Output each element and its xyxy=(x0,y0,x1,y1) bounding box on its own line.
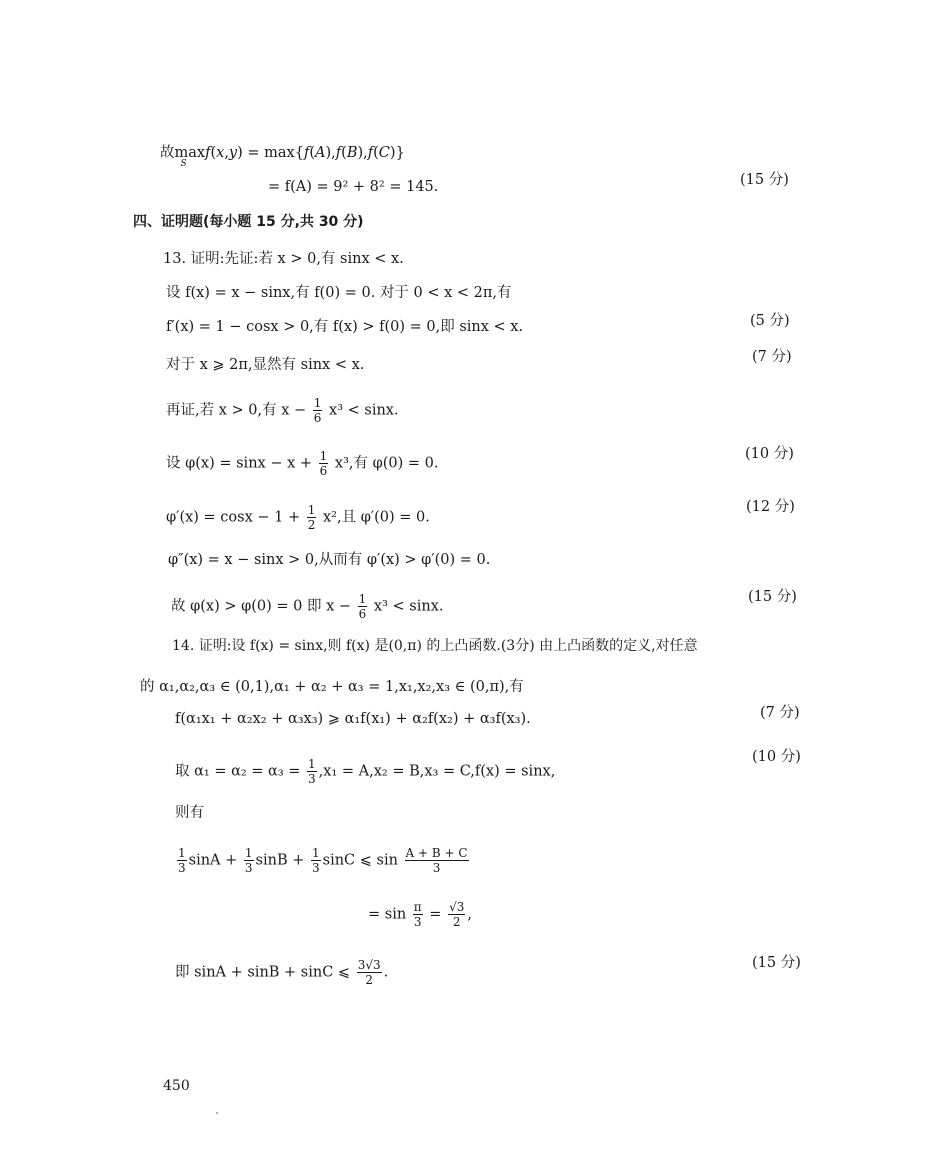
q13-line-4: 对于 x ⩾ 2π,显然有 sinx < x. xyxy=(166,357,365,373)
max-operator xyxy=(174,145,206,169)
max-subscript: S xyxy=(180,159,187,169)
frac-num: A + B + C xyxy=(405,846,468,860)
score-15-b: (15 分) xyxy=(748,589,797,605)
section-title: 四、证明题(每小题 15 分,共 30 分) xyxy=(133,214,364,230)
q14-line-3: f(α₁x₁ + α₂x₂ + α₃x₃) ⩾ α₁f(x₁) + α₂f(x₂) + α₃f(x₃). xyxy=(175,711,531,727)
fraction-pi-3 xyxy=(413,900,423,929)
frac-num: 1 xyxy=(319,449,328,463)
q14-line-7-a: = sin xyxy=(368,906,407,923)
max-formula-line: 故max S f(x,y) = max{f(A),f(B),f(C)} xyxy=(160,145,405,169)
frac-den: 2 xyxy=(307,518,316,532)
q13-line-6-a: 设 φ(x) = sinx − x + xyxy=(166,455,313,472)
q13-line-8: φ″(x) = x − sinx > 0,从而有 φ′(x) > φ′(0) = 0. xyxy=(168,552,491,568)
frac-den: 6 xyxy=(313,411,322,425)
q14-line-6-b: sinB + xyxy=(255,852,305,869)
q14-line-8-b: . xyxy=(383,964,389,981)
frac-den: 3 xyxy=(308,772,316,786)
fraction-3sqrt3-2 xyxy=(357,958,382,987)
q14-line-7: = sin $\frac{\pi}{3}$ = $\frac{√3}{2}$ , xyxy=(368,900,472,929)
q14-line-4-a: 取 α₁ = α₂ = α₃ = xyxy=(175,763,301,780)
score-7-a: (7 分) xyxy=(752,349,792,365)
q14-line-6-a: sinA + xyxy=(188,852,238,869)
q14-line-6 xyxy=(175,846,471,875)
q14-line-8 xyxy=(175,958,388,987)
q13-intro: 13. 证明:先证:若 x > 0,有 sinx < x. xyxy=(163,251,404,267)
score-7-b: (7 分) xyxy=(760,705,800,721)
q14-line-4-b: ,x₁ = A,x₂ = B,x₃ = C,f(x) = sinx, xyxy=(318,763,556,780)
fraction-sqrt3-2 xyxy=(448,900,465,929)
frac-num: 1 xyxy=(312,846,320,860)
fraction-1-6 xyxy=(319,449,329,478)
frac-num: 1 xyxy=(313,396,322,410)
q14-line-4 xyxy=(175,757,555,786)
max-value-line: = f(A) = 9² + 8² = 145. xyxy=(268,179,439,195)
q13-line-6 xyxy=(166,449,439,478)
frac-num: 1 xyxy=(358,592,367,606)
score-15-a: (15 分) xyxy=(740,172,789,188)
frac-num: 1 xyxy=(308,757,316,771)
q14-line-5: 则有 xyxy=(175,805,204,821)
q13-line-3: f′(x) = 1 − cosx > 0,有 f(x) > f(0) = 0,即 sinx < x. xyxy=(166,319,524,335)
q13-line-7-a: φ′(x) = cosx − 1 + xyxy=(166,509,301,526)
q13-line-5-a: 再证,若 x > 0,有 x − xyxy=(166,402,307,419)
frac-num: √3 xyxy=(449,900,465,914)
fraction-1-3 xyxy=(311,846,321,875)
frac-den: 3 xyxy=(244,861,253,875)
fraction-1-6 xyxy=(313,396,323,425)
score-15-c: (15 分) xyxy=(752,955,801,971)
frac-den: 6 xyxy=(319,464,328,478)
q14-line-6-c: sinC ⩽ sin xyxy=(322,852,398,869)
fraction-1-6 xyxy=(358,592,368,621)
q14-intro: 14. 证明:设 f(x) = sinx,则 f(x) 是(0,π) 的上凸函数.(3分) 由上凸函数的定义,对任意 xyxy=(172,638,698,654)
fraction-1-3 xyxy=(307,757,317,786)
q13-line-9-a: 故 φ(x) > φ(0) = 0 即 x − xyxy=(171,598,352,615)
frac-num: 1 xyxy=(178,846,186,860)
frac-den: 3 xyxy=(413,915,422,929)
fraction-1-3 xyxy=(177,846,187,875)
score-5: (5 分) xyxy=(750,313,790,329)
max-text: max xyxy=(174,145,206,161)
text-gu: 故 xyxy=(160,145,175,161)
q13-line-7 xyxy=(166,503,430,532)
q14-line-7-b: , xyxy=(467,906,472,923)
q14-line-2: 的 α₁,α₂,α₃ ∈ (0,1),α₁ + α₂ + α₃ = 1,x₁,x₂,x₃ ∈ (0,π),有 xyxy=(140,679,524,695)
page-number: 450 xyxy=(163,1078,190,1094)
frac-den: 3 xyxy=(178,861,186,875)
fraction-abc-3 xyxy=(405,846,469,875)
fraction-1-2 xyxy=(307,503,317,532)
score-10-a: (10 分) xyxy=(745,446,794,462)
frac-num: 1 xyxy=(307,503,316,517)
q13-line-5-b: x³ < sinx. xyxy=(329,402,399,419)
score-10-b: (10 分) xyxy=(752,749,801,765)
frac-num: 1 xyxy=(244,846,253,860)
frac-den: 3 xyxy=(432,861,441,875)
q14-line-8-a: 即 sinA + sinB + sinC ⩽ xyxy=(175,964,351,981)
frac-den: 2 xyxy=(365,973,373,987)
q13-line-7-b: x²,且 φ′(0) = 0. xyxy=(322,509,430,526)
q13-line-9 xyxy=(171,592,443,621)
scan-speck xyxy=(216,1112,218,1114)
q13-line-6-b: x³,有 φ(0) = 0. xyxy=(334,455,439,472)
q13-line-9-b: x³ < sinx. xyxy=(373,598,444,615)
frac-den: 2 xyxy=(452,915,461,929)
q13-line-2: 设 f(x) = x − sinx,有 f(0) = 0. 对于 0 < x < 2π,有 xyxy=(166,285,512,301)
score-12: (12 分) xyxy=(746,499,795,515)
frac-den: 3 xyxy=(312,861,320,875)
frac-num: π xyxy=(413,900,422,914)
frac-den: 6 xyxy=(358,607,367,621)
fraction-1-3 xyxy=(244,846,254,875)
frac-num: 3√3 xyxy=(357,958,381,972)
q13-line-5 xyxy=(166,396,399,425)
